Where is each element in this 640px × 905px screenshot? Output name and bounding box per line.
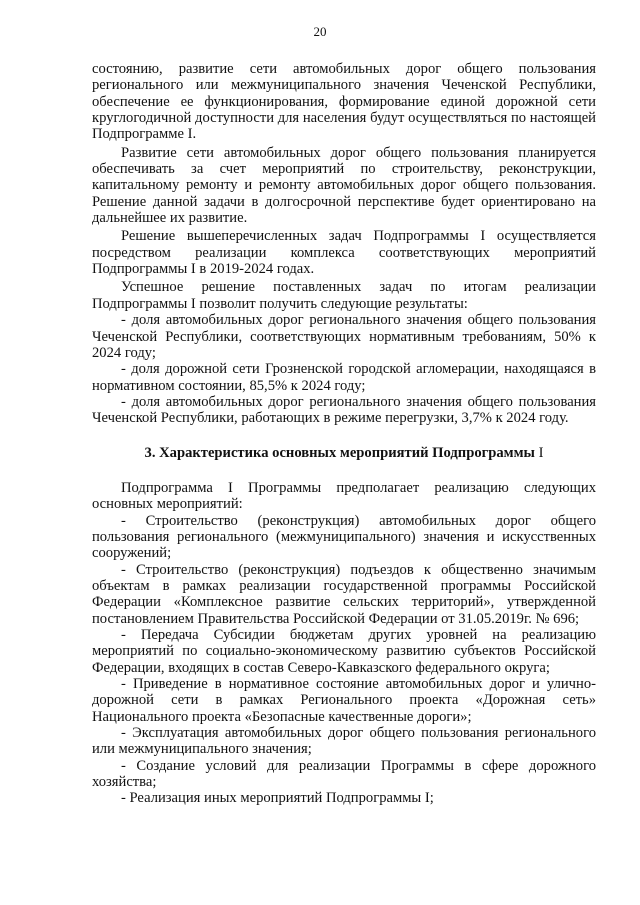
- paragraph-tasks-solution: Решение вышеперечисленных задач Подпрограммы I осуществляется посредством реализации комплекса соответствующих мероприятий Подпрограммы I в 2019-2024 годах.: [92, 228, 596, 278]
- measure-item: - Приведение в нормативное состояние автомобильных дорог и улично-дорожной сети в рамках Регионального проекта «Дорожная сеть» Национального проекта «Безопасные качественные дороги»;: [92, 676, 596, 725]
- section-heading: [92, 445, 596, 461]
- paragraph-continuation: состоянию, развитие сети автомобильных дорог общего пользования регионального или межмуниципального значения Чеченской Республики, обеспечение ее функционирования, формирование единой дорожной сети круглогодичной доступности для населения будут осуществляться по настоящей Подпрограмме I.: [92, 61, 596, 143]
- measure-item: - Передача Субсидии бюджетам других уровней на реализацию мероприятий по социально-экономическому развитию субъектов Российской Федерации, входящих в состав Северо-Кавказского федерального округа;: [92, 627, 596, 676]
- result-item: - доля автомобильных дорог регионального значения общего пользования Чеченской Республики, соответствующих нормативным требованиям, 50% к 2024 году;: [92, 312, 596, 361]
- result-item: - доля дорожной сети Грозненской городской агломерации, находящаяся в нормативном состоянии, 85,5% к 2024 году;: [92, 361, 596, 394]
- document-body: [92, 61, 596, 807]
- measure-item: - Реализация иных мероприятий Подпрограммы I;: [121, 790, 434, 807]
- result-item: - доля автомобильных дорог регионального значения общего пользования Чеченской Республики, работающих в режиме перегрузки, 3,7% к 2024 году.: [92, 393, 596, 427]
- section-intro: Подпрограмма I Программы предполагает реализацию следующих основных мероприятий:: [92, 479, 596, 513]
- measure-item: - Эксплуатация автомобильных дорог общего пользования регионального или межмуниципального значения;: [92, 725, 596, 758]
- measure-item: - Создание условий для реализации Программы в сфере дорожного хозяйства;: [92, 757, 596, 791]
- paragraph-expected-results: Успешное решение поставленных задач по итогам реализации Подпрограммы I позволит получить следующие результаты:: [92, 279, 596, 312]
- paragraph-network-development: Развитие сети автомобильных дорог общего пользования планируется обеспечивать за счет мероприятий по строительству, реконструкции, капитальному ремонту и ремонту автомобильных дорог общего пользования. Решение данной задачи в долгосрочной перспективе будет ориентировано на дальнейшее их развитие.: [92, 144, 596, 227]
- measure-item: - Строительство (реконструкция) подъездов к общественно значимым объектам в рамках реализации государственной программы Российской Федерации «Комплексное развитие сельских территорий», утвержденной постановлением Правительства Российской Федерации от 31.05.2019г. № 696;: [92, 561, 596, 627]
- page-number: 20: [313, 24, 327, 39]
- section-heading-text: 3. Характеристика основных мероприятий Подпрограммы: [144, 444, 535, 461]
- section-heading-suffix: I: [538, 444, 544, 461]
- measure-item: - Строительство (реконструкция) автомобильных дорог общего пользования регионального (межмуниципального) значения и искусственных сооружений;: [92, 512, 596, 562]
